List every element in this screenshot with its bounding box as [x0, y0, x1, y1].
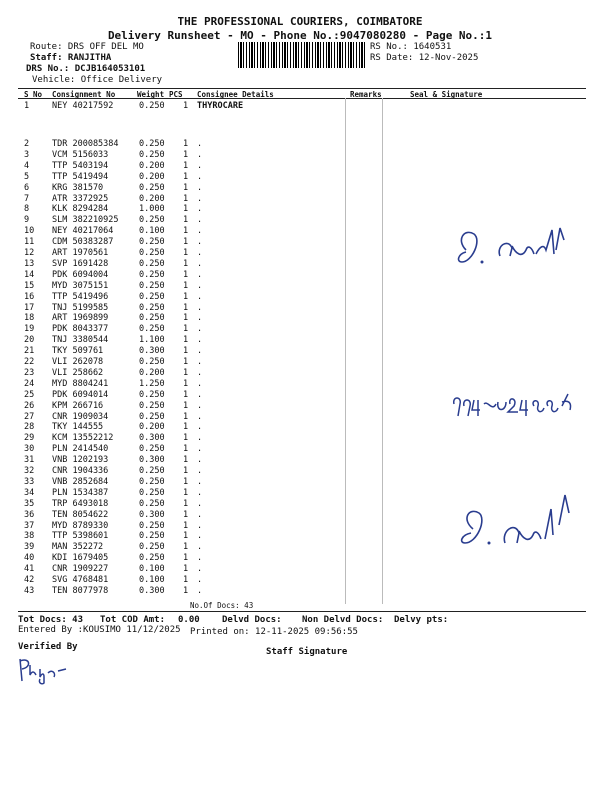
row-sno: 2: [24, 139, 30, 149]
company-name: THE PROFESSIONAL COURIERS, COIMBATORE: [177, 15, 423, 28]
header-bottom-rule: [18, 98, 586, 99]
row-consignee: .: [197, 378, 203, 389]
row-consignee: .: [197, 575, 203, 585]
row-sno: 21: [24, 346, 35, 357]
row-consignee: .: [197, 487, 203, 498]
drs-number: DRS No.: DCJB164053101: [26, 64, 146, 74]
row-pcs: 1: [183, 139, 189, 149]
row-sno: 36: [24, 509, 35, 520]
row-weight: 0.250: [139, 487, 165, 498]
row-pcs: 1: [183, 335, 189, 346]
row-pcs: 1: [183, 226, 189, 237]
row-pcs: 1: [183, 357, 189, 367]
row-sno: 33: [24, 476, 35, 487]
row-consignment-no: TTP 5419494: [52, 171, 109, 182]
handwritten-signature-top: [452, 210, 582, 275]
no-of-docs: No.Of Docs: 43: [190, 601, 254, 610]
row-consignee: .: [197, 520, 203, 531]
row-consignee: .: [197, 171, 203, 182]
row-pcs: 1: [183, 476, 189, 487]
row-pcs: 1: [183, 553, 189, 564]
row-pcs: 1: [183, 160, 189, 171]
row-pcs: 1: [183, 101, 189, 111]
row-consignment-no: CDM 50383287: [52, 237, 114, 248]
row-consignee: .: [197, 215, 203, 226]
row-sno: 11: [24, 237, 35, 248]
row-sno: 17: [24, 302, 35, 313]
row-pcs: 1: [183, 237, 189, 248]
row-sno: 12: [24, 248, 35, 258]
row-sno: 7: [24, 193, 30, 204]
row-consignee: .: [197, 149, 203, 160]
row-weight: 0.250: [139, 280, 165, 291]
row-weight: 0.250: [139, 313, 165, 324]
staff-label: Staff: RANJITHA: [30, 53, 112, 63]
row-weight: 0.250: [139, 291, 165, 302]
row-consignee: .: [197, 248, 203, 258]
row-pcs: 1: [183, 182, 189, 193]
row-consignee: .: [197, 389, 203, 400]
row-weight: 0.300: [139, 433, 165, 444]
col-weight: Weight: [137, 90, 165, 99]
verifier-signature: [14, 655, 74, 685]
row-consignment-no: VCM 5156033: [52, 149, 109, 160]
rs-number: RS No.: 1640531: [370, 42, 452, 52]
row-consignee: .: [197, 498, 203, 509]
row-weight: 0.250: [139, 237, 165, 248]
row-sno: 15: [24, 280, 35, 291]
row-pcs: 1: [183, 487, 189, 498]
row-consignee: .: [197, 291, 203, 302]
row-sno: 19: [24, 324, 35, 335]
row-consignee: .: [197, 357, 203, 367]
row-consignee: .: [197, 226, 203, 237]
row-weight: 0.100: [139, 575, 165, 585]
row-pcs: 1: [183, 215, 189, 226]
row-sno: 32: [24, 466, 35, 476]
row-sno: 43: [24, 585, 35, 596]
row-pcs: 1: [183, 422, 189, 433]
row-sno: 22: [24, 357, 35, 367]
row-pcs: 1: [183, 389, 189, 400]
row-consignee: .: [197, 346, 203, 357]
row-weight: 0.250: [139, 269, 165, 280]
col-seal-signature: Seal & Signature: [410, 90, 483, 99]
row-consignment-no: TKY 144555: [52, 422, 104, 433]
row-weight: 0.250: [139, 101, 165, 111]
row-sno: 18: [24, 313, 35, 324]
row-weight: 0.200: [139, 422, 165, 433]
row-pcs: 1: [183, 411, 189, 422]
row-consignment-no: VNB 1202193: [52, 455, 109, 466]
row-consignee: .: [197, 553, 203, 564]
row-weight: 0.250: [139, 357, 165, 367]
row-sno: 28: [24, 422, 35, 433]
row-consignee: .: [197, 564, 203, 575]
row-weight: 0.250: [139, 139, 165, 149]
row-consignee: .: [197, 444, 203, 455]
row-sno: 35: [24, 498, 35, 509]
row-pcs: 1: [183, 313, 189, 324]
col-remarks: Remarks: [350, 90, 382, 99]
row-consignment-no: TNJ 3380544: [52, 335, 109, 346]
row-weight: 1.000: [139, 204, 165, 215]
row-consignment-no: KCM 13552212: [52, 433, 114, 444]
row-consignment-no: CNR 1909227: [52, 564, 109, 575]
row-consignment-no: MAN 352272: [52, 542, 104, 553]
row-weight: 1.100: [139, 335, 165, 346]
row-pcs: 1: [183, 575, 189, 585]
row-sno: 29: [24, 433, 35, 444]
row-consignment-no: KRG 381570: [52, 182, 104, 193]
row-weight: 0.250: [139, 531, 165, 542]
row-consignee: .: [197, 160, 203, 171]
runsheet-title: Delivery Runsheet - MO - Phone No.:9047080280 - Page No.:1: [107, 29, 493, 42]
row-consignment-no: TTP 5419496: [52, 291, 109, 302]
row-consignment-no: ART 1969899: [52, 313, 109, 324]
col-sno: S No: [24, 90, 43, 99]
row-consignee: .: [197, 335, 203, 346]
row-sno: 23: [24, 367, 35, 378]
row-consignee: .: [197, 269, 203, 280]
row-consignee: .: [197, 324, 203, 335]
barcode: [238, 42, 366, 68]
row-consignee: THYROCARE: [197, 101, 244, 111]
row-consignment-no: TKY 509761: [52, 346, 104, 357]
row-consignment-no: TDR 200085384: [52, 139, 119, 149]
row-consignment-no: PLN 2414540: [52, 444, 109, 455]
row-consignment-no: VLI 262078: [52, 357, 104, 367]
row-consignee: .: [197, 585, 203, 596]
row-sno: 31: [24, 455, 35, 466]
row-consignee: .: [197, 302, 203, 313]
row-pcs: 1: [183, 498, 189, 509]
row-pcs: 1: [183, 291, 189, 302]
row-weight: 0.100: [139, 226, 165, 237]
row-weight: 0.300: [139, 346, 165, 357]
row-pcs: 1: [183, 269, 189, 280]
row-pcs: 1: [183, 455, 189, 466]
row-weight: 0.250: [139, 542, 165, 553]
row-consignment-no: MYD 8804241: [52, 378, 109, 389]
row-weight: 0.250: [139, 466, 165, 476]
row-consignment-no: VLI 258662: [52, 367, 104, 378]
row-sno: 39: [24, 542, 35, 553]
entered-by: Entered By :KOUSIMO 11/12/2025: [18, 625, 181, 635]
row-consignment-no: PDK 8043377: [52, 324, 109, 335]
row-weight: 0.300: [139, 509, 165, 520]
row-weight: 0.250: [139, 553, 165, 564]
row-consignment-no: KLK 8294284: [52, 204, 109, 215]
row-consignee: .: [197, 466, 203, 476]
row-pcs: 1: [183, 531, 189, 542]
row-sno: 10: [24, 226, 35, 237]
row-sno: 34: [24, 487, 35, 498]
row-sno: 8: [24, 204, 30, 215]
row-pcs: 1: [183, 564, 189, 575]
row-consignee: .: [197, 313, 203, 324]
row-consignee: .: [197, 258, 203, 269]
row-weight: 0.200: [139, 171, 165, 182]
row-consignment-no: ATR 3372925: [52, 193, 109, 204]
row-pcs: 1: [183, 520, 189, 531]
row-consignment-no: CNR 1909034: [52, 411, 109, 422]
vehicle-label: Vehicle: Office Delivery: [32, 75, 163, 85]
row-weight: 0.300: [139, 585, 165, 596]
row-weight: 0.250: [139, 411, 165, 422]
row-pcs: 1: [183, 171, 189, 182]
row-pcs: 1: [183, 193, 189, 204]
row-sno: 26: [24, 400, 35, 411]
row-weight: 0.250: [139, 248, 165, 258]
handwritten-signature-bottom: [455, 485, 585, 560]
row-consignment-no: KPM 266716: [52, 400, 104, 411]
row-consignee: .: [197, 476, 203, 487]
row-consignment-no: MYD 8789330: [52, 520, 109, 531]
row-consignment-no: PDK 6094004: [52, 269, 109, 280]
row-weight: 1.250: [139, 378, 165, 389]
non-delivered-docs: Non Delvd Docs:: [302, 615, 384, 625]
row-weight: 0.200: [139, 160, 165, 171]
total-docs: Tot Docs: 43: [18, 615, 84, 625]
total-cod-amount: 0.00: [178, 615, 200, 625]
row-pcs: 1: [183, 378, 189, 389]
row-sno: 30: [24, 444, 35, 455]
printed-on: Printed on: 12-11-2025 09:56:55: [190, 627, 358, 637]
row-consignee: .: [197, 455, 203, 466]
row-pcs: 1: [183, 542, 189, 553]
row-weight: 0.300: [139, 455, 165, 466]
row-consignee: .: [197, 280, 203, 291]
row-consignment-no: MYD 3075151: [52, 280, 109, 291]
row-consignee: .: [197, 400, 203, 411]
row-sno: 9: [24, 215, 30, 226]
row-pcs: 1: [183, 280, 189, 291]
row-consignment-no: SVG 4768481: [52, 575, 109, 585]
col-consignment: Consignment No: [52, 90, 116, 99]
row-consignee: .: [197, 237, 203, 248]
row-weight: 0.250: [139, 149, 165, 160]
row-pcs: 1: [183, 444, 189, 455]
row-sno: 42: [24, 575, 35, 585]
row-pcs: 1: [183, 367, 189, 378]
row-consignee: .: [197, 509, 203, 520]
row-pcs: 1: [183, 149, 189, 160]
row-pcs: 1: [183, 433, 189, 444]
row-pcs: 1: [183, 204, 189, 215]
row-weight: 0.250: [139, 215, 165, 226]
col-consignee: Consignee Details: [197, 90, 274, 99]
row-consignment-no: NEY 40217592: [52, 101, 114, 111]
row-weight: 0.250: [139, 476, 165, 487]
row-weight: 0.250: [139, 258, 165, 269]
row-sno: 14: [24, 269, 35, 280]
row-sno: 37: [24, 520, 35, 531]
row-sno: 13: [24, 258, 35, 269]
row-weight: 0.250: [139, 302, 165, 313]
row-sno: 41: [24, 564, 35, 575]
row-consignee: .: [197, 204, 203, 215]
row-consignee: .: [197, 182, 203, 193]
row-weight: 0.250: [139, 444, 165, 455]
row-pcs: 1: [183, 509, 189, 520]
row-consignee: .: [197, 542, 203, 553]
col-pcs: PCS: [169, 90, 183, 99]
verified-by: Verified By: [18, 642, 78, 652]
row-consignee: .: [197, 193, 203, 204]
row-pcs: 1: [183, 258, 189, 269]
seal-divider: [382, 98, 383, 604]
row-weight: 0.250: [139, 389, 165, 400]
row-sno: 20: [24, 335, 35, 346]
row-pcs: 1: [183, 324, 189, 335]
row-weight: 0.250: [139, 182, 165, 193]
row-weight: 0.200: [139, 367, 165, 378]
row-consignment-no: TEN 8077978: [52, 585, 109, 596]
row-sno: 24: [24, 378, 35, 389]
row-consignment-no: SVP 1691428: [52, 258, 109, 269]
row-pcs: 1: [183, 346, 189, 357]
header-top-rule: [18, 88, 586, 89]
row-consignment-no: NEY 40217064: [52, 226, 114, 237]
footer-rule: [18, 611, 586, 612]
row-sno: 25: [24, 389, 35, 400]
row-pcs: 1: [183, 400, 189, 411]
row-consignee: .: [197, 367, 203, 378]
row-consignee: .: [197, 422, 203, 433]
row-consignee: .: [197, 433, 203, 444]
row-consignee: .: [197, 531, 203, 542]
delivered-docs: Delvd Docs:: [222, 615, 282, 625]
row-weight: 0.250: [139, 498, 165, 509]
row-consignment-no: CNR 1904336: [52, 466, 109, 476]
row-sno: 38: [24, 531, 35, 542]
row-consignment-no: SLM 382210925: [52, 215, 119, 226]
row-sno: 1: [24, 101, 30, 111]
row-consignment-no: TTP 5398601: [52, 531, 109, 542]
total-cod-label: Tot COD Amt:: [100, 615, 166, 625]
row-weight: 0.250: [139, 324, 165, 335]
row-consignee: .: [197, 411, 203, 422]
handwritten-phone-note: [450, 390, 590, 422]
row-consignment-no: KDI 1679405: [52, 553, 109, 564]
staff-signature-label: Staff Signature: [266, 647, 348, 657]
row-consignment-no: ART 1970561: [52, 248, 109, 258]
row-sno: 6: [24, 182, 30, 193]
row-consignment-no: VNB 2852684: [52, 476, 109, 487]
row-pcs: 1: [183, 302, 189, 313]
row-pcs: 1: [183, 248, 189, 258]
row-consignment-no: TNJ 5199585: [52, 302, 109, 313]
row-consignment-no: TEN 8054622: [52, 509, 109, 520]
row-weight: 0.100: [139, 564, 165, 575]
row-sno: 27: [24, 411, 35, 422]
row-consignment-no: TTP 5403194: [52, 160, 109, 171]
row-sno: 40: [24, 553, 35, 564]
row-weight: 0.250: [139, 520, 165, 531]
row-sno: 4: [24, 160, 30, 171]
delivery-points: Delvy pts:: [394, 615, 449, 625]
route-label: Route: DRS OFF DEL MO: [30, 42, 144, 52]
row-consignment-no: TRP 6493018: [52, 498, 109, 509]
row-pcs: 1: [183, 585, 189, 596]
rs-date: RS Date: 12-Nov-2025: [370, 53, 479, 63]
row-consignment-no: PDK 6094014: [52, 389, 109, 400]
row-weight: 0.250: [139, 400, 165, 411]
row-weight: 0.200: [139, 193, 165, 204]
row-sno: 3: [24, 149, 30, 160]
row-sno: 16: [24, 291, 35, 302]
row-consignee: .: [197, 139, 203, 149]
row-sno: 5: [24, 171, 30, 182]
row-consignment-no: PLN 1534387: [52, 487, 109, 498]
row-pcs: 1: [183, 466, 189, 476]
remarks-divider: [345, 98, 346, 604]
